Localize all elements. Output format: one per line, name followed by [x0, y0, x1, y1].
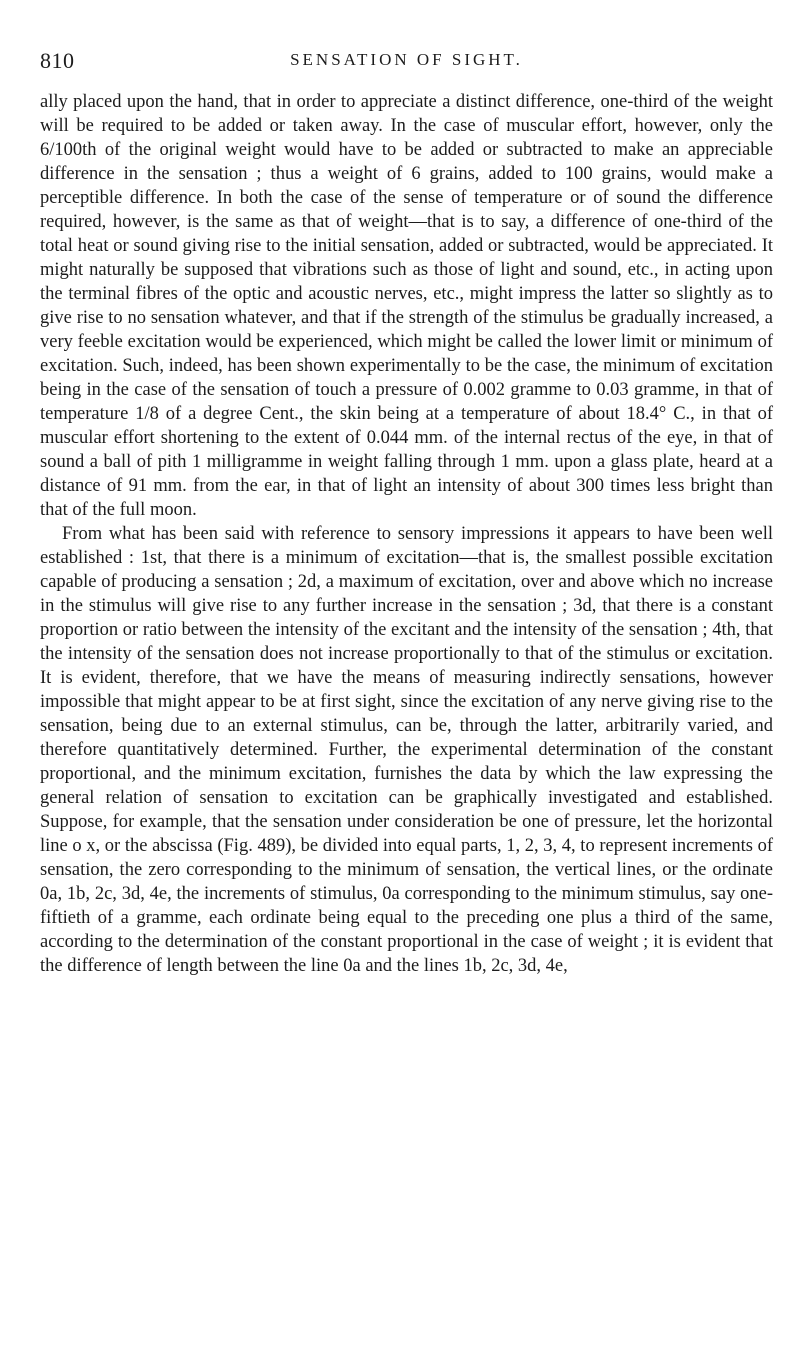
paragraph-continued: ally placed upon the hand, that in order to appreciate a distinct difference, one-third of the weight will be required to be added or taken away. In the case of muscular effort, however, only the 6/100th of the original weight would have to be added or subtracted to make an appreciable difference in the sensation ; thus a weight of 6 grains, added to 100 grains, would make a perceptible difference. In both the case of the sense of temperature or of sound the difference required, however, is the same as that of weight—that is to say, a difference of one-third of the total heat or sound giving rise to the initial sensation, added or subtracted, would be appreciated. It might naturally be supposed that vibrations such as those of light and sound, etc., in acting upon the terminal fibres of the optic and acoustic nerves, etc., might impress the latter so slightly as to give rise to no sensation whatever, and that if the strength of the stimulus be gradually increased, a very feeble excitation would be experienced, which might be called the lower limit or minimum of excitation. Such, indeed, has been shown experimentally to be the case, the minimum of excitation being in the case of the sensation of touch a pressure of 0.002 gramme to 0.03 gramme, in that of temperature 1/8 of a degree Cent., the skin being at a temperature of about 18.4° C., in that of muscular effort shortening to the extent of 0.044 mm. of the internal rectus of the eye, in that of sound a ball of pith 1 milligramme in weight falling through 1 mm. upon a glass plate, heard at a distance of 91 mm. from the ear, in that of light an intensity of about 300 times less bright than that of the full moon.: [40, 92, 773, 520]
running-title: SENSATION OF SIGHT.: [290, 50, 523, 69]
page-number: 810: [40, 48, 75, 73]
book-page: [40, 44, 773, 978]
paragraph: From what has been said with reference to sensory impressions it appears to have been well established : 1st, that there is a minimum of excitation—that is, the smallest possible excitation capable of producing a sensation ; 2d, a maximum of excitation, over and above which no increase in the stimulus will give rise to any further increase in the sensation ; 3d, that there is a constant proportion or ratio between the intensity of the excitant and the intensity of the sensation ; 4th, that the intensity of the sensation does not increase proportionally to that of the stimulus or excitation. It is evident, therefore, that we have the means of measuring indirectly sensations, however impossible that might appear to be at first sight, since the excitation of any nerve giving rise to the sensation, being due to an external stimulus, can be, through the latter, arbitrarily varied, and therefore quantitatively determined. Further, the experimental determination of the constant proportional, and the minimum excitation, furnishes the data by which the law expressing the general relation of sensation to excitation can be graphically investigated and established. Suppose, for example, that the sensation under consideration be one of pressure, let the horizontal line o x, or the abscissa (Fig. 489), be divided into equal parts, 1, 2, 3, 4, to represent increments of sensation, the zero corresponding to the minimum of sensation, the vertical lines, or the ordinate 0a, 1b, 2c, 3d, 4e, the increments of stimulus, 0a corresponding to the minimum stimulus, say one-fiftieth of a gramme, each ordinate being equal to the preceding one plus a third of the same, according to the determination of the constant proportional in the case of weight ; it is evident that the difference of length between the line 0a and the lines 1b, 2c, 3d, 4e,: [40, 524, 773, 976]
body-text: [40, 90, 773, 978]
page-header: [40, 44, 773, 82]
